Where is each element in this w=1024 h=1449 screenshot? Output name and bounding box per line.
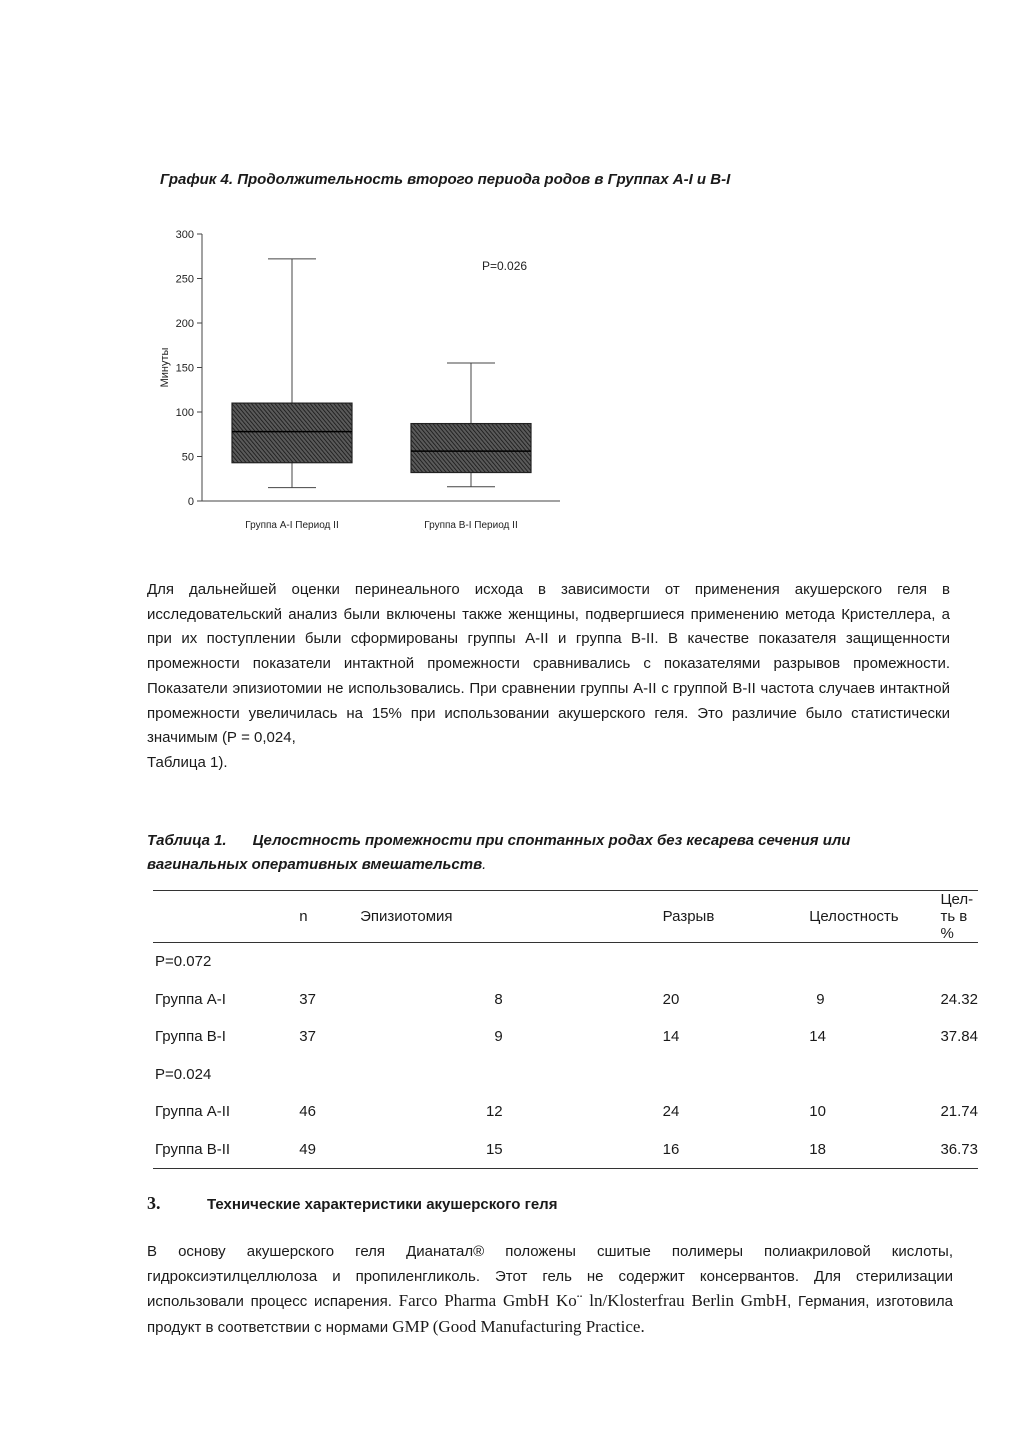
cell-group-name: Группа В-I — [155, 1028, 226, 1046]
cell-group-name: Группа А-II — [155, 1103, 231, 1121]
cell-intact-percent: 36.73 — [940, 1131, 978, 1169]
x-category-label: Группа B-I Период II — [424, 520, 518, 531]
paragraph-tail: Таблица 1). — [147, 753, 228, 771]
cell-episiotomy: 12 — [485, 1103, 503, 1121]
y-tick-label: 100 — [175, 407, 194, 419]
cell-rupture: 16 — [663, 1131, 810, 1169]
cell-intact: 14 — [809, 1028, 826, 1046]
box-iqr — [411, 424, 531, 473]
cell-rupture: 20 — [662, 990, 680, 1008]
paragraph2-part1: В основу акушерского геля Дианатал® положены сшитые полимеры полиакриловой кислоты, гидроксиэтилцеллюлоза и пропиленгликоль. Этот гель не содержит консервантов. Для стерилизации использовали процесс испарения. — [147, 1243, 953, 1311]
table-caption-end: . — [482, 856, 487, 873]
cell-n: 49 — [299, 1131, 360, 1169]
cell-intact: 9 — [816, 990, 825, 1008]
cell-intact-percent: 21.74 — [940, 1103, 978, 1121]
table-group-row — [153, 943, 978, 981]
cell-group-name: Группа В-II — [153, 1131, 299, 1169]
cell-intact: 18 — [809, 1131, 940, 1169]
cell-episiotomy: 8 — [494, 990, 503, 1008]
p-value-annotation: P=0.026 — [482, 259, 528, 273]
cell-episiotomy: 9 — [494, 1028, 503, 1046]
figure-caption: График 4. Продолжительность второго периода родов в Группах А-I и В-I — [160, 171, 731, 188]
cell-intact: 10 — [809, 1103, 826, 1121]
y-tick-label: 0 — [187, 496, 194, 508]
cell-episiotomy: 15 — [360, 1131, 663, 1169]
paragraph2-part2: , Германия, изготовила продукт в соответствии с нормами — [147, 1293, 954, 1337]
x-category-label: Группа A-I Период II — [245, 520, 339, 531]
header-rupture: Разрыв — [663, 891, 810, 943]
paragraph2-company: Farco Pharma GmbH Ko¨ ln/Klosterfrau Berlin GmbH — [398, 1291, 788, 1311]
cell-n: 46 — [299, 1103, 316, 1121]
paragraph-gel-description — [147, 1240, 953, 1341]
table-header-row — [153, 891, 978, 943]
table-row — [153, 1093, 978, 1131]
perineum-integrity-table — [153, 890, 978, 1169]
group-p-value: P=0.072 — [155, 953, 212, 971]
cell-intact-percent: 24.32 — [940, 990, 978, 1008]
table-row — [153, 1018, 978, 1056]
y-tick-label: 50 — [181, 451, 194, 464]
section-number: 3. — [147, 1193, 161, 1213]
header-intact-percent: Цел-ть в % — [940, 891, 978, 943]
cell-intact-percent: 37.84 — [940, 1028, 978, 1046]
y-tick-label: 200 — [175, 318, 194, 330]
section-heading — [147, 1193, 557, 1214]
table-caption — [147, 829, 947, 877]
header-empty — [153, 891, 299, 943]
y-tick-label: 250 — [175, 273, 194, 286]
header-intact: Целостность — [809, 891, 940, 943]
cell-n: 37 — [299, 1028, 316, 1046]
group-p-value: P=0.024 — [155, 1065, 212, 1083]
box-iqr — [232, 403, 352, 463]
section-title: Технические характеристики акушерского геля — [207, 1196, 558, 1213]
paragraph-perineal-outcome — [147, 578, 950, 776]
header-n: n — [299, 891, 360, 943]
cell-n: 37 — [299, 990, 316, 1008]
y-axis-label: Минуты — [159, 347, 171, 388]
cell-rupture: 24 — [662, 1103, 680, 1121]
table-row — [153, 1131, 978, 1169]
table-caption-text: Целостность промежности при спонтанных родах без кесарева сечения или вагинальных оперативных вмешательств — [147, 832, 851, 873]
table-caption-label: Таблица 1. — [147, 832, 227, 849]
cell-group-name: Группа А-I — [155, 990, 226, 1008]
paragraph2-gmp: GMP (Good Manufacturing Practice. — [392, 1317, 645, 1337]
paragraph-body: Для дальнейшей оценки перинеального исхода в зависимости от применения акушерского геля в исследовательский анализ были включены также женщины, подвергшиеся применению метода Кристеллера, а при их поступлении были сформированы группы А-II и группа В-II. В качестве показателя защищенности промежности показатели интактной промежности сравнивались с показателями разрывов промежности. Показатели эпизиотомии не использовались. При сравнении группы А-II с группой В-II частота случаев интактной промежности увеличилась на 15% при использовании акушерского геля. Это различие было статистически значимым (Р = 0,024, — [147, 581, 950, 747]
y-tick-label: 150 — [175, 362, 194, 375]
table-row — [153, 981, 978, 1019]
cell-rupture: 14 — [662, 1028, 680, 1046]
table-group-row — [153, 1056, 978, 1094]
header-episiotomy: Эпизиотомия — [360, 891, 663, 943]
y-tick-label: 300 — [175, 229, 194, 241]
box-plot-chart — [150, 218, 570, 543]
